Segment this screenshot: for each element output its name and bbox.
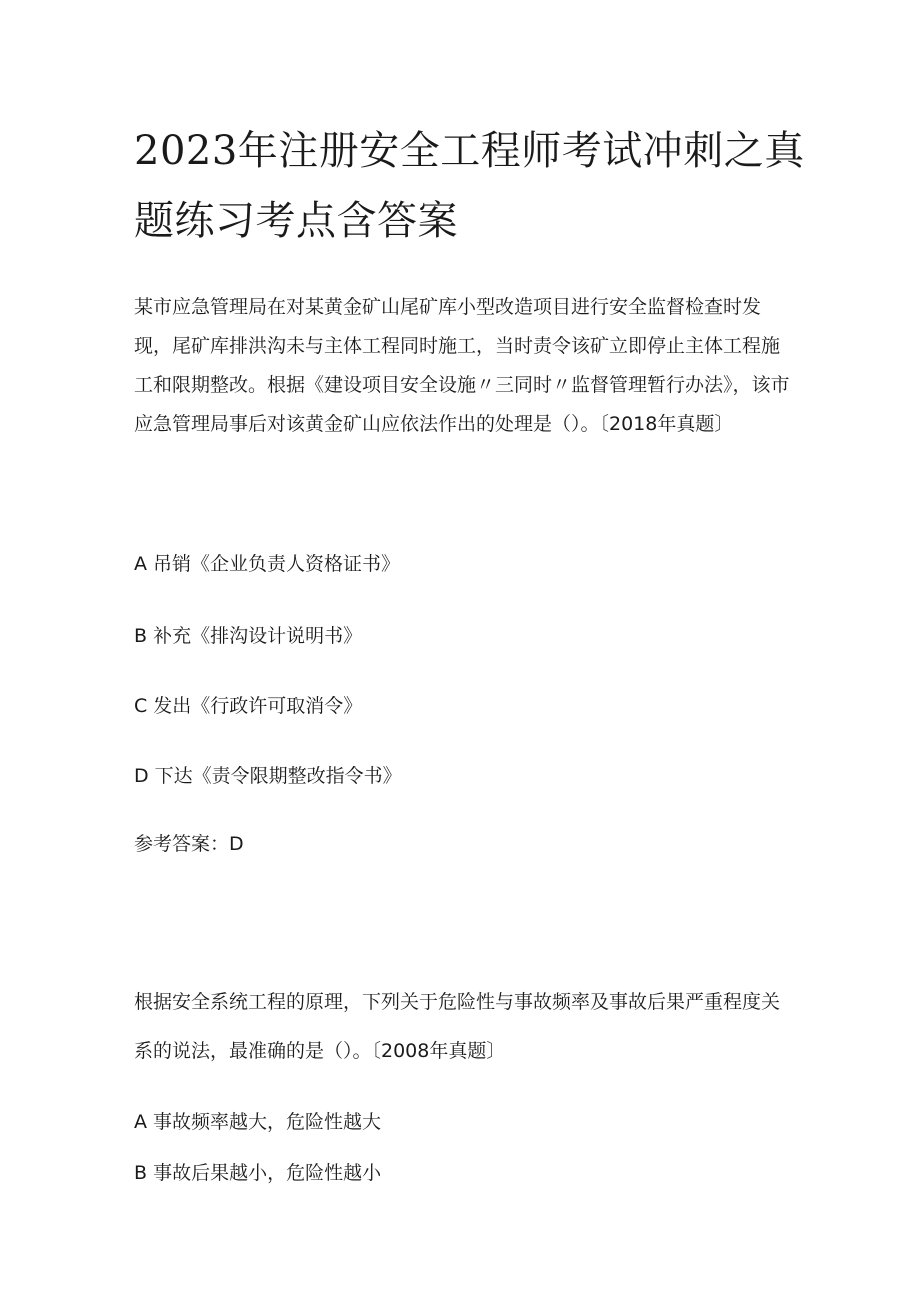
question-1-option-d: D 下达《责令限期整改指令书》 [134, 765, 402, 787]
question-1-stem: 某市应急管理局在对某黄金矿山尾矿库小型改造项目进行安全监督检查时发现，尾矿库排洪沟未与主体工程同时施工，当时责令该矿立即停止主体工程施工和限期整改。根据《建设项目安全设施〃三同时〃监督管理暂行办法》，该市应急管理局事后对该黄金矿山应依法作出的处理是（）。〔2018年真题〕 [134, 296, 790, 435]
question-2-option-b: B 事故后果越小，危险性越小 [134, 1162, 382, 1184]
question-2-stem: 根据安全系统工程的原理，下列关于危险性与事故频率及事故后果严重程度关系的说法，最准确的是（）。〔2008年真题〕 [134, 991, 781, 1062]
question-2-option-a: A 事故频率越大，危险性越大 [134, 1111, 382, 1133]
question-1-option-c: C 发出《行政许可取消令》 [134, 695, 363, 717]
question-1-option-b: B 补充《排沟设计说明书》 [134, 625, 363, 647]
question-1-option-a: A 吊销《企业负责人资格证书》 [134, 553, 401, 575]
question-1-answer: 参考答案：D [134, 833, 244, 855]
document-title: 2023年注册安全工程师考试冲刺之真题练习考点含答案 [134, 128, 805, 244]
